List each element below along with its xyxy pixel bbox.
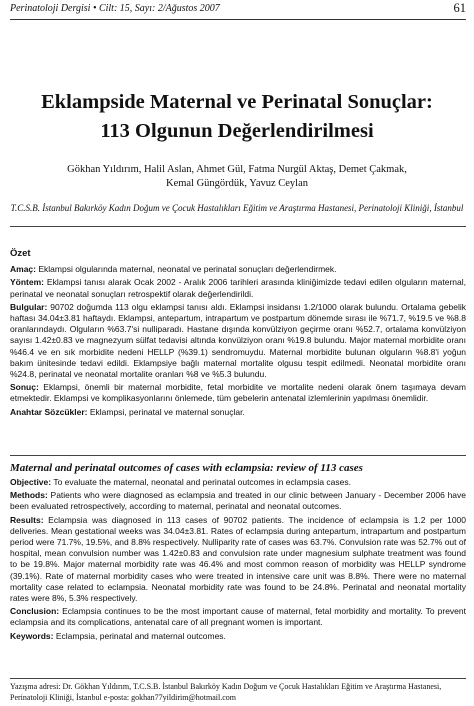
anahtar-paragraph [10, 407, 466, 418]
amac-paragraph [10, 264, 466, 275]
english-abstract [10, 477, 466, 644]
anahtar-label: Anahtar Sözcükler: [10, 406, 88, 417]
objective-paragraph [10, 477, 466, 488]
methods-text: Patients who were diagnosed as eclampsia and treated in our clinic between January - December 2006 have been evaluated retrospectively, according to maternal, perinatal and neonatal outcomes. [10, 490, 466, 512]
conclusion-paragraph [10, 606, 466, 628]
yontem-paragraph [10, 277, 466, 299]
bulgular-paragraph [10, 302, 466, 380]
journal-info: Perinatoloji Dergisi • Cilt: 15, Sayı: 2/Ağustos 2007 [10, 3, 220, 14]
yontem-text: Eklampsi tanısı alarak Ocak 2002 - Aralık 2006 tarihleri arasında kliniğimizde tedavi edilen olguların maternal, perinatal ve neonatal sonuçları retrospektif olarak değerlendirildi. [10, 277, 466, 299]
affiliation: T.C.S.B. İstanbul Bakırköy Kadın Doğum ve Çocuk Hastalıkları Eğitim ve Araştırma Hastanesi, Perinatoloji Kliniği, İstanbul [10, 203, 464, 213]
results-label: Results: [10, 514, 44, 525]
sonuc-label: Sonuç: [10, 382, 39, 393]
keywords-label: Keywords: [10, 630, 54, 641]
page-number: 61 [453, 1, 466, 15]
objective-text: To evaluate the maternal, neonatal and perinatal outcomes in eclampsia cases. [51, 477, 351, 487]
methods-paragraph [10, 490, 466, 512]
footer-line-2: Perinatoloji Kliniği, İstanbul e-posta: gokhan77yildirim@hotmail.com [10, 693, 237, 702]
sonuc-paragraph [10, 382, 466, 404]
yontem-label: Yöntem: [10, 277, 44, 288]
section-rule [10, 226, 466, 227]
correspondence-footer [10, 681, 466, 703]
methods-label: Methods: [10, 490, 48, 501]
turkish-abstract [10, 248, 466, 420]
abstract-heading: Özet [10, 248, 31, 259]
conclusion-text: Eclampsia continues to be the most important cause of maternal, fetal morbidity and mortality. To prevent eclampsia and its complications, antenatal care of all pregnant women is important. [10, 606, 466, 628]
authors-line-2: Kemal Güngördük, Yavuz Ceylan [165, 178, 309, 189]
running-header [10, 0, 466, 20]
title-line-1: Eklampside Maternal ve Perinatal Sonuçlar: [41, 91, 433, 113]
footer-line-1: Yazışma adresi: Dr. Gökhan Yıldırım, T.C.S.B. İstanbul Bakırköy Kadın Doğum ve Çocuk Hastalıkları Eğitim ve Araştırma Hastanesi, [10, 682, 442, 691]
results-text: Eclampsia was diagnosed in 113 cases of 90702 patients. The incidence of eclampsia is 1.2 per 1000 deliveries. Mean gestational weeks was 34.04±3.81. Rates of eclampsia during antepartum, intrapartum and postpartum period were 71.7%, 19.5%, and 8.8% respectively. Nulliparity rate of cases was 63.7%. Convulsion rate was 52.7% out of hospital, mean convulsion number was 1.42±0.83 and convulsion rate under magnesium sulphate treatment was found to be 19.8%. Major maternal morbidity rate was 46.4% and most common reason of morbidity was HELLP syndrome (39.1%). Rate of maternal morbidity cases who were treated in intensive care unit was 8.8%. There were no maternal mortality case related to eclampsia. Neonatal morbidity rate was found to be 24.8%. Perinatal and neonatal mortality rates were 8%, 5.3% respectively. [10, 514, 466, 604]
keywords-text: Eclampsia, perinatal and maternal outcomes. [53, 630, 226, 641]
sonuc-text: Eklampsi, önemli bir maternal morbidite, fetal morbidite ve mortalite nedeni olarak önem taşımaya devam etmektedir. Eklampsi ve komplikasyonlarını önlemede, tüm gebelerin antenatal izlemlerinin yapılması önemlidir. [10, 382, 466, 404]
authors-line-1: Gökhan Yıldırım, Halil Aslan, Ahmet Gül, Fatma Nurgül Aktaş, Demet Çakmak, [67, 164, 407, 175]
footer-rule [10, 678, 466, 679]
title-line-2: 113 Olgunun Değerlendirilmesi [100, 120, 374, 142]
amac-text: Eklampsi olgularında maternal, neonatal ve perinatal sonuçları değerlendirmek. [35, 264, 337, 275]
objective-label: Objective: [10, 477, 52, 487]
english-title: Maternal and perinatal outcomes of cases with eclampsia: review of 113 cases [10, 462, 363, 474]
results-paragraph [10, 515, 466, 605]
conclusion-label: Conclusion: [10, 606, 60, 617]
bulgular-label: Bulgular: [10, 301, 48, 312]
anahtar-text: Eklampsi, perinatal ve maternal sonuçlar. [87, 406, 245, 417]
article-title [0, 88, 474, 146]
amac-label: Amaç: [10, 264, 36, 275]
bulgular-text: 90702 doğumda 113 olgu eklampsi tanısı aldı. Eklampsi insidansı 1.2/1000 olarak bulundu. Ortalama gebelik haftası 34.04±3.81 haftaydı. Eklampsi, antepartum, intrapartum ve postpartum dönemde sırası ile %71.7, %19.5 ve %8.8 oranlarındaydı. Olguların %63.7'si nulliparadı. Hastane dışında konvülziyon geçirme oranı %52.7, ortalama konvülziyon sayısı 1.42±0.83 ve magnezyum sülfat tedavisi altında konvülziyon oranı %19.8 bulundu. Major maternal morbidite oranı %46.4 ve en sık morbidite nedeni HELLP (%39.1) sendromuydu. Maternal morbidite bulunan olguların %8.8'i yoğun bakım ünitesinde tedavi edildi. Eklampsiye bağlı maternal mortalite olgusu tespit edilmedi. Neonatal morbidite oranı %24.8, perinatal ve neonatal mortalite oranları %8 ve %5.3 bulundu. [10, 301, 466, 380]
author-list [0, 163, 474, 191]
keywords-paragraph [10, 631, 466, 642]
section-rule [10, 455, 466, 456]
header-rule [10, 19, 466, 20]
